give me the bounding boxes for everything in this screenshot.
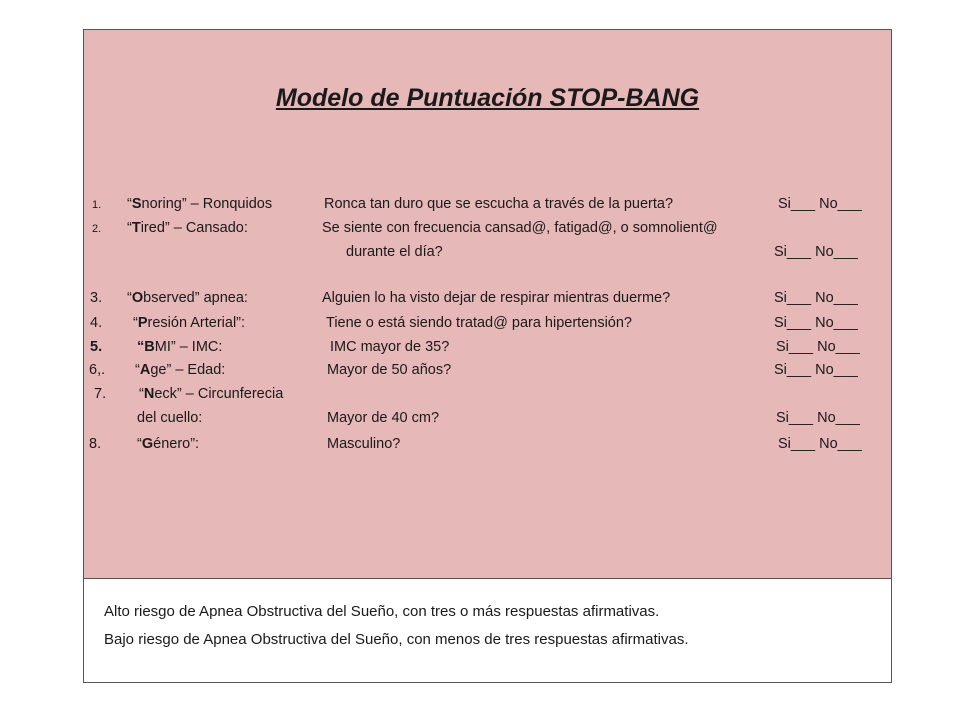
item-label: “Tired” – Cansado:: [127, 220, 248, 236]
item-label: “Presión Arterial”:: [133, 315, 246, 331]
item-label: “BMI” – IMC:: [137, 339, 223, 355]
item-answer[interactable]: Si___ No___: [776, 410, 860, 426]
item-number: 6,.: [89, 362, 106, 378]
item-number: 4.: [90, 315, 103, 331]
item-question: Tiene o está siendo tratad@ para hipertensión?: [326, 315, 632, 331]
item-label: “Género”:: [137, 436, 200, 452]
item-answer[interactable]: Si___ No___: [774, 290, 858, 306]
item-question: Mayor de 40 cm?: [327, 410, 440, 426]
item-answer[interactable]: Si___ No___: [774, 315, 858, 331]
item-label: “Age” – Edad:: [135, 362, 226, 378]
page-title: Modelo de Puntuación STOP-BANG: [275, 84, 700, 112]
item-question-cont: durante el día?: [346, 244, 443, 260]
questionnaire-panel: [84, 30, 891, 579]
item-question: Masculino?: [327, 436, 401, 452]
item-number: 8.: [89, 436, 102, 452]
item-label-cont: del cuello:: [137, 410, 203, 426]
item-question: Se siente con frecuencia cansad@, fatigad@, o somnolient@: [322, 220, 718, 236]
item-number: 2.: [92, 223, 102, 235]
item-number: 1.: [92, 199, 102, 211]
item-question: Ronca tan duro que se escucha a través de la puerta?: [324, 196, 674, 212]
footer-high-risk: Alto riesgo de Apnea Obstructiva del Sueño, con tres o más respuestas afirmativas.: [104, 603, 660, 620]
footer-low-risk: Bajo riesgo de Apnea Obstructiva del Sueño, con menos de tres respuestas afirmativas.: [104, 631, 689, 648]
item-question: Mayor de 50 años?: [327, 362, 452, 378]
item-label: “Snoring” – Ronquidos: [127, 196, 273, 212]
item-label: “Neck” – Circunferecia: [139, 386, 284, 402]
item-number: 5.: [90, 339, 103, 355]
item-number: 3.: [90, 290, 103, 306]
item-number: 7.: [94, 386, 107, 402]
item-answer[interactable]: Si___ No___: [776, 339, 860, 355]
item-question: IMC mayor de 35?: [330, 339, 450, 355]
item-answer[interactable]: Si___ No___: [778, 196, 862, 212]
item-answer[interactable]: Si___ No___: [778, 436, 862, 452]
item-answer[interactable]: Si___ No___: [774, 362, 858, 378]
item-answer[interactable]: Si___ No___: [774, 244, 858, 260]
stop-bang-table: [83, 29, 892, 683]
item-label: “Observed” apnea:: [127, 290, 248, 306]
item-question: Alguien lo ha visto dejar de respirar mientras duerme?: [322, 290, 671, 306]
